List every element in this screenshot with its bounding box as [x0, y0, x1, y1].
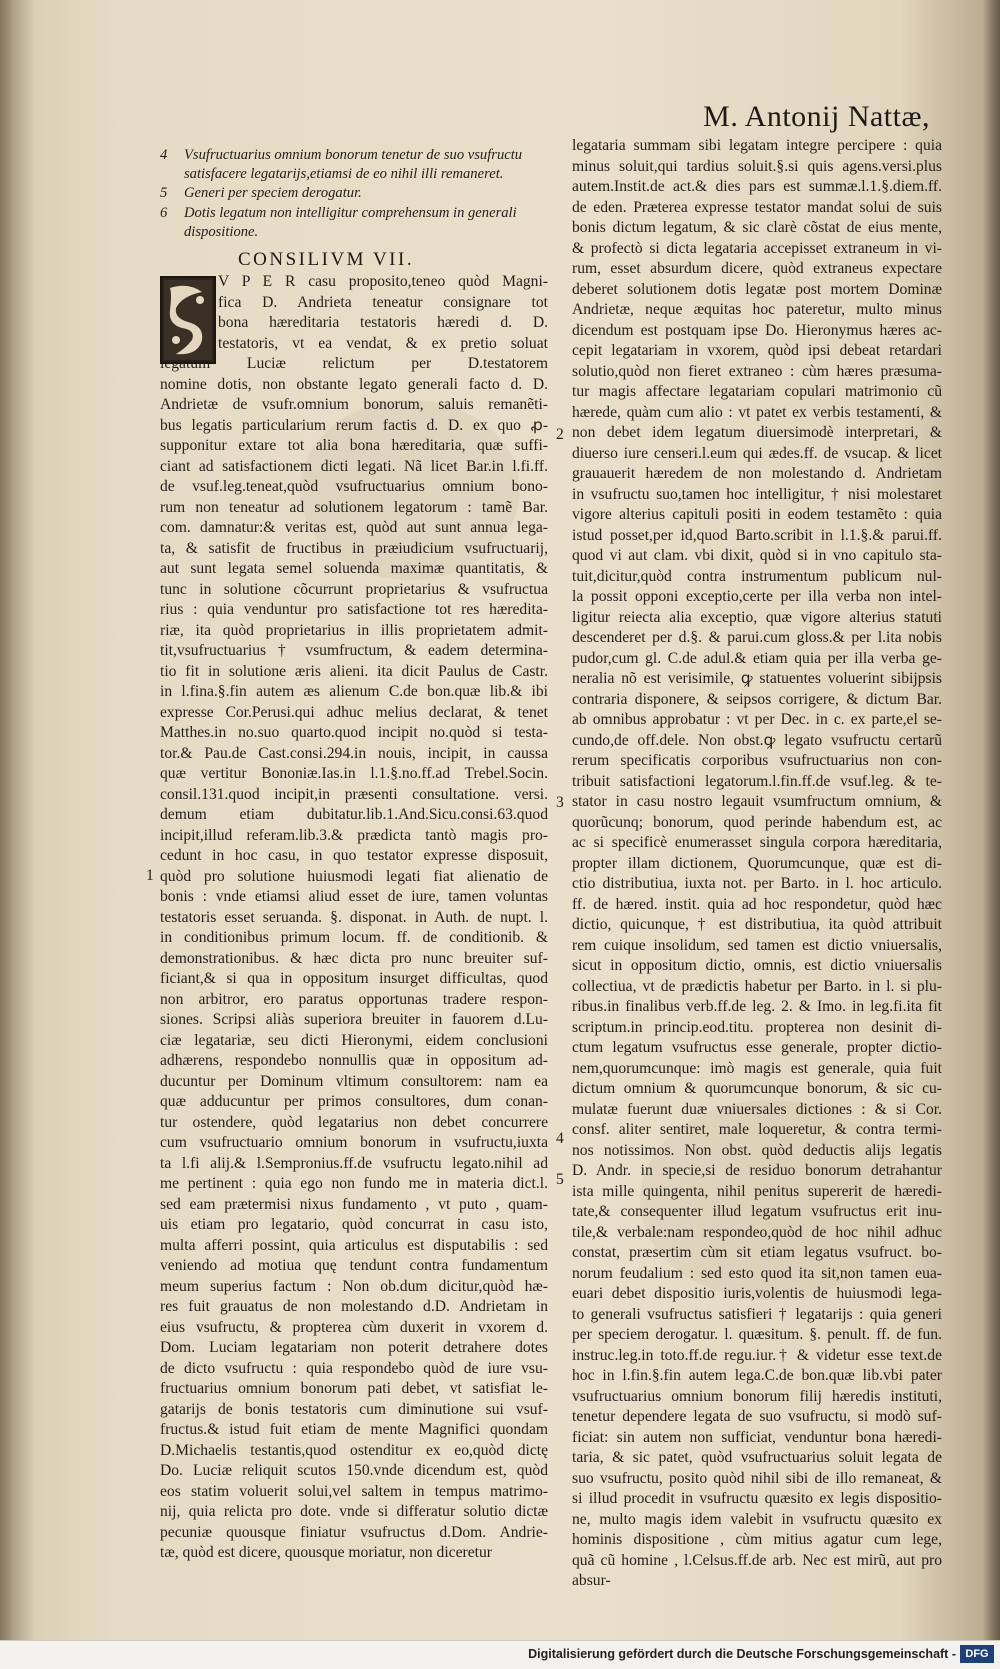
text-line: descenderet per d.§. & parui.cum gloss.& per l.ita nobis — [572, 629, 942, 646]
text-line: tate,& consequenter illud legatum vsufructus erit inu- — [572, 1203, 942, 1220]
text-line: sed eam prætermisi nixus fundamento , vt puto , quam- — [160, 1195, 548, 1213]
summary-list — [160, 146, 560, 242]
text-line: bona hæreditaria testatoris hæredi d. D. — [218, 314, 548, 331]
text-line: hominis dispositione , cùm mitius agatur cum lege, — [572, 1531, 942, 1548]
text-line: contraria disponere, & seipsos corrigere, & dictum Bar. — [572, 690, 942, 708]
text-line: D. Andr. in specie,si de residuo bonorum detrahantur — [572, 1162, 942, 1179]
text-line: ta l.fi alij.& l.Sempronius.ff.de vsufructu legato.nihil ad — [160, 1154, 548, 1172]
text-line: rum, esset absurdum dicere, quòd extraneus expectare — [572, 260, 942, 277]
left-text-column — [160, 272, 548, 1564]
text-line: bus legatis particularium rerum factis d. D. ex quo ꝓ- — [160, 416, 548, 434]
text-line: demum etiam dubitatur.lib.1.And.Sicu.consi.63.quod — [160, 806, 548, 823]
text-line: scriptum.in princip.eod.titu. propterea non desinit di- — [572, 1018, 942, 1036]
text-line: consil.131.quod incipit,in præsenti consultatione. versi. — [160, 785, 548, 803]
text-line: quorũcunq; bonorum, quod perinde habendum est, ac — [572, 813, 942, 831]
text-line: quòd pro solutione huiusmodi legati fiat alienatio de — [160, 867, 548, 885]
text-line: de eden. Præterea expresse testator mandat solui de suis — [572, 198, 942, 216]
book-gutter-shadow — [0, 0, 34, 1640]
text-line: ficiant,& si qua in oppositum insurget difficultas, quod — [160, 970, 548, 987]
text-line: dicendum est postquam ipse Do. Hieronymus hæres ac- — [572, 321, 942, 339]
text-line: Do. Luciæ reliquit scutos 150.vnde dicendum est, quòd — [160, 1462, 548, 1479]
text-line: cundo,de off.dele. Non obst.ꝙ legato vsufructu certarũ — [572, 731, 942, 749]
text-line: ta, & satisfit de fructibus in præiudicium vsufructuarij, — [160, 539, 548, 557]
text-line: tile,& verbale:nam respondeo,quòd de hoc nihil adhuc — [572, 1223, 942, 1241]
text-line: aut sunt legata semel soluenda maximæ quantitatis, & — [160, 560, 548, 577]
text-line: grauauerit hæredem de non molestando d. Andrietam — [572, 465, 942, 482]
text-line: ciant ad satisfactionem dicti legati. Nã licet Bar.in l.fi.ff. — [160, 457, 548, 475]
text-line: absur- — [572, 1572, 611, 1589]
text-line: tenetur dependere legata de suo vsufructu, si modò suf- — [572, 1408, 942, 1425]
text-line: sicut in oppositum dictio, omnis, est dictio vniuersalis — [572, 957, 942, 974]
right-text-column — [572, 136, 942, 1592]
summary-item — [160, 184, 560, 203]
summary-number: 5 — [160, 185, 168, 202]
summary-number: 6 — [160, 204, 168, 221]
text-line: deberet solutionem dotis legatæ post mortem Dominæ — [572, 280, 942, 298]
text-line: uis etiam pro legatario, quòd concurrat in casu isto, — [160, 1216, 548, 1233]
text-line: consf. aliter sentiret, male loqueretur, & contra termi- — [572, 1121, 942, 1138]
text-line: suo vsufructu, posito quòd nihil sibi de illo remaneat, & — [572, 1469, 942, 1487]
text-line: vigore alterius capituli positi in eodem testamẽto : quia — [572, 506, 942, 523]
text-line: tio fit in solutione æris alieni. ita dicit Paulus de Castr. — [160, 662, 548, 680]
text-line: ne, multo magis idem valebit in vsufructu quæsito ex — [572, 1510, 942, 1528]
text-line: rum non teneatur ad solutionem legatorum : tamẽ Bar. — [160, 498, 548, 516]
text-line: constat, præsertim cùm sit etiam legatus vsufruct. bo- — [572, 1244, 942, 1261]
text-line: bonis : vnde etiamsi aliud esset de iure, tamen voluntas — [160, 888, 548, 905]
text-line: testatoris, vt ea vendat, & ex pretio soluat — [218, 334, 548, 352]
summary-item — [160, 146, 560, 184]
text-line: ctio distributiua, iuxta not. per Barto. in l. hoc articulo. — [572, 875, 942, 892]
margin-note-number: 2 — [556, 426, 564, 443]
text-line: hærede, quàm cum alio : vt patet ex verbis testamenti, & — [572, 403, 942, 421]
text-line: meum superius factum : Non ob.dum dicitur,quòd hæ- — [160, 1277, 548, 1295]
page-edge-shadow — [982, 0, 1000, 1640]
summary-item — [160, 204, 560, 242]
text-line: per speciem derogatur. l. quæsitum. §. penult. ff. de fun. — [572, 1326, 942, 1343]
text-line: ciæ legatariæ, seu dicti Hieronymi, eidem conclusioni — [160, 1031, 548, 1049]
text-line: fica D. Andrieta teneatur consignare tot — [218, 293, 548, 311]
text-line: me pertinent : quia ego non fundo me in materia dict.l. — [160, 1175, 548, 1192]
text-line: siones. Scripsi aliàs superiora breuiter in fauorem d.Lu- — [160, 1011, 548, 1028]
text-line: Andrietæ, neque æquitas hoc pateretur, multo minus — [572, 301, 942, 318]
text-line: ff. de hæred. instit. quia ad hoc respondetur, quòd hæc — [572, 895, 942, 913]
text-line: in conditionibus primum locum. ff. de conditionib. & — [160, 929, 548, 946]
text-line: riæ, ita quòd proprietarius in illis proprietatem admit- — [160, 621, 548, 639]
text-line: eos statim voluerit solui,vel saltem in tempus matrimo- — [160, 1482, 548, 1500]
summary-text: Dotis legatum non intelligitur comprehensum in generali dispositione. — [184, 204, 517, 240]
text-line: fructus.& istud fuit etiam de mente Magnifici quondam — [160, 1421, 548, 1438]
text-line: supponitur extare tot alia bona hæreditaria, quæ suffi- — [160, 437, 548, 454]
text-line: legatum Luciæ relictum per D.testatorem — [160, 355, 548, 372]
text-line: Andrietæ de vsufr.omnium bonorum, saluis remanẽti- — [160, 396, 548, 413]
text-line: nem,quorumcunque: imò magis est generale, quia fuit — [572, 1059, 942, 1077]
text-line: tur ostendere, quòd legatarius non debet concurrere — [160, 1113, 548, 1131]
text-line: tor.& Pau.de Cast.consi.294.in nouis, incipit, in caussa — [160, 744, 548, 762]
text-line: testatoris esset seruanda. §. disponat. in Auth. de nupt. l. — [160, 908, 548, 926]
text-line: cepit legatariam in vxorem, quòd ipsi debeat retardari — [572, 342, 942, 359]
text-line: ribus.in finalibus verb.ff.de leg. 2. & Imo. in leg.fi.ita fit — [572, 998, 942, 1015]
text-line: quæ vertitur Bononiæ.Ias.in l.1.§.no.ff.ad Trebel.Socin. — [160, 765, 548, 782]
text-line: pudor,cum gl. C.de adul.& etiam quia per illa verba ge- — [572, 649, 942, 667]
text-line: euari debet dispositio iuris,volentis de huiusmodi lega- — [572, 1285, 942, 1302]
text-line: hoc in l.fin.§.fin autem lega.C.de bon.quæ lib.vbi pater — [572, 1367, 942, 1384]
text-line: de vsuf.leg.teneat,quòd vsufructuarius omnium bono- — [160, 478, 548, 495]
text-line: mulatæ fuerunt duæ vniuersales dictiones : & si Cor. — [572, 1100, 942, 1118]
text-line: dictio, quicunque, † est distributiua, ita quòd attribuit — [572, 916, 942, 933]
text-line: dictum omnium & quorumcunque bonorum, & sic cu- — [572, 1080, 942, 1097]
text-line: taria, & sic patet, quòd vsufructuarius soluit legata de — [572, 1449, 942, 1466]
text-line: non arbitror, ero paratus opportunas tradere respon- — [160, 990, 548, 1008]
text-line: to generali vsufructus satisfieri † legatarijs : quia generi — [572, 1305, 942, 1323]
text-line: stator in casu nostro legauit vsumfructum omnium, & — [572, 793, 942, 810]
text-line: la possit opponi exceptio,certe per illa verba non intel- — [572, 588, 942, 605]
text-line: tit,vsufructuarius † vsumfructum, & eadem determina- — [160, 642, 548, 659]
text-line: non debet idem legatum diuersimodè interpretari, & — [572, 424, 942, 441]
text-line: tuit,dicitur,quòd contra instrumentum publicum nul- — [572, 567, 942, 585]
text-line: com. damnatur:& veritas est, quòd aut sunt annua lega- — [160, 519, 548, 536]
consilium-heading: CONSILIVM VII. — [238, 249, 415, 270]
text-line: eius vsufructu, & propterea cùm duxerit in vxorem d. — [160, 1318, 548, 1336]
summary-number: 4 — [160, 147, 168, 163]
text-line: legataria summam sibi legatam integre percipere : quia — [572, 137, 942, 154]
summary-text: Generi per speciem derogatur. — [184, 185, 362, 202]
text-line: cedunt in hoc casu, in quo testator expresse disposuit, — [160, 847, 548, 864]
text-line: quod vi aut clam. vbi dixit, quòd si in vno capitulo sta- — [572, 547, 942, 564]
text-line: expresse Cor.Perusi.qui adhuc melius declarat, & tenet — [160, 703, 548, 721]
text-line: rius : quia venduntur pro satisfactione tot res hæredita- — [160, 601, 548, 618]
text-line: res fuit grauatus de non molestando d.D. Andrietam in — [160, 1298, 548, 1315]
text-line: bonis dictum legatum, & sic clarè cõstat de eius mente, — [572, 219, 942, 236]
margin-note-number: 5 — [556, 1171, 564, 1188]
text-line: rem cuique insolidum, sed tamen est dictio vniuersalis, — [572, 936, 942, 954]
text-line: nomine dotis, non obstante legato generali facto d. D. — [160, 375, 548, 393]
text-line: rerum specificatis corporibus vsufructuarius non con- — [572, 752, 942, 769]
text-line: quã cũ homine , l.Celsus.ff.de arb. Nec est mirũ, aut pro — [572, 1551, 942, 1569]
text-line: norum feudalium : sed esto quod ita sit,non tamen eua- — [572, 1264, 942, 1282]
text-line: ducuntur per Dominum vltimum consultorem: nam ea — [160, 1072, 548, 1090]
text-line: tunc in solutione cõcurrunt proprietarius & vsufructua — [160, 580, 548, 598]
text-line: cum vsufructuario omnium bonorum in vsufructu,iuxta — [160, 1134, 548, 1151]
text-line: minus soluit,qui tardius soluit.§.si quis agens.versi.plus — [572, 157, 942, 175]
text-line: adhærens, respondebo nonnullis quæ in oppositum ad- — [160, 1052, 548, 1069]
funding-credit: Digitalisierung gefördert durch die Deutsche Forschungsgemeinschaft - — [528, 1647, 956, 1661]
text-line: Dom. Luciam legatariam non poterit detrahere dotes — [160, 1339, 548, 1356]
text-line: nos notissimos. Non obst. quòd deductis alijs legatis — [572, 1141, 942, 1159]
digitization-footer — [0, 1640, 1000, 1669]
text-line: V P E R casu proposito,teneo quòd Magni- — [218, 273, 548, 290]
text-line: propter illam dictionem, Quorumcunque, quæ est di- — [572, 854, 942, 872]
text-line: ficiat: sin autem non sufficiat, venduntur bona hæredi- — [572, 1428, 942, 1446]
text-line: & profectò si dicta legataria accepisset extraneum in vi- — [572, 239, 942, 257]
text-line: pecuniæ quousque finiatur vsufructus d.Dom. Andrie- — [160, 1523, 548, 1541]
margin-note-number: 1 — [146, 867, 154, 884]
text-line: demonstrationibus. & hæc dicta pro nunc breuiter suf- — [160, 949, 548, 967]
text-line: tribuit satisfactioni legatorum.l.fin.ff.de vsuf.leg. & te- — [572, 772, 942, 790]
text-line: ab omnibus approbatur : vt per Dec. in c. ex parte,el se- — [572, 711, 942, 728]
margin-note-number: 3 — [556, 794, 564, 811]
text-line: fructuarius omnium bonorum pati debet, vt satisfiat le- — [160, 1380, 548, 1397]
text-line: D.Michaelis testantis,quod ostenditur ex eo,quòd dictę — [160, 1441, 548, 1459]
text-line: neralia nõ est verisimile, ꝙ statuentes voluerint sibijpsis — [572, 670, 942, 687]
running-head: M. Antonij Nattæ, — [703, 100, 930, 133]
text-line: ligitur reiecta alia exceptio, quæ vigore alterius statuti — [572, 608, 942, 626]
summary-text: Vsufructuarius omnium bonorum tenetur de suo vsufructu satisfacere legatarijs,etiamsi de eo nihil illi remaneret. — [184, 147, 523, 183]
text-line: Matthes.in no.suo quarto.quod incipit no.quòd si testa- — [160, 724, 548, 741]
text-line: ctum legatum vsufructus esse generale, propter dictio- — [572, 1039, 942, 1056]
text-line: si illud procedit in vsufructu quæsito ex legis dispositio- — [572, 1490, 942, 1507]
dfg-logo-icon: DFG — [960, 1645, 994, 1663]
text-line: autem.Instit.de act.& dies pars est summæ.l.1.§.diem.ff. — [572, 178, 942, 195]
text-line: vsufructuarius omnium bonorum filij hæredis instituti, — [572, 1387, 942, 1405]
text-line: ac si specificè enumerasset singula corpora hæreditaria, — [572, 834, 942, 851]
text-line: tur magis affectare legatariam copulari matrimonio cũ — [572, 383, 942, 400]
text-line: de dicto vsufructu : quia respondebo quòd de iure vsu- — [160, 1359, 548, 1377]
text-line: incipit,illud referam.lib.3.& prædicta tantò magis pro- — [160, 826, 548, 844]
text-line: in vsufructu suo,tamen hoc intelligitur, † nisi molestaret — [572, 485, 942, 503]
margin-note-number: 4 — [556, 1130, 564, 1147]
text-line: solutio,quòd non fieret extraneo : cùm hæres præsuma- — [572, 362, 942, 380]
text-line: tæ, quòd est dicere, quousque moriatur, non diceretur — [160, 1544, 492, 1561]
text-line: istud posset,per id,quod Barto.scribit in l.1.§.& parui.ff. — [572, 526, 942, 544]
text-line: gatarijs de bonis testatoris cum diminutione sui vsuf- — [160, 1400, 548, 1418]
text-line: diuerso iure censeri.l.eum qui ædes.ff. de vsucap. & licet — [572, 444, 942, 462]
text-line: veniendo ad motiua quę tendunt contra fundamentum — [160, 1257, 548, 1274]
text-line: in l.fina.§.fin autem æs alienum C.de bon.quæ lib.& ibi — [160, 683, 548, 700]
text-line: multa afferri possint, quia articulus est disputabilis : sed — [160, 1236, 548, 1254]
text-line: quæ adducuntur per primos consultores, dum conan- — [160, 1093, 548, 1110]
text-line: ista mille quingenta, nihil penitus supererit de hæredi- — [572, 1182, 942, 1200]
text-line: nij, quia relicta pro dote. vnde si differatur solutio dictæ — [160, 1503, 548, 1520]
text-line: instruc.leg.in toto.ff.de regu.iur.† & videtur esse text.de — [572, 1346, 942, 1364]
text-line: collectiua, vt de prædictis habetur per Barto. in l. si plu- — [572, 977, 942, 995]
